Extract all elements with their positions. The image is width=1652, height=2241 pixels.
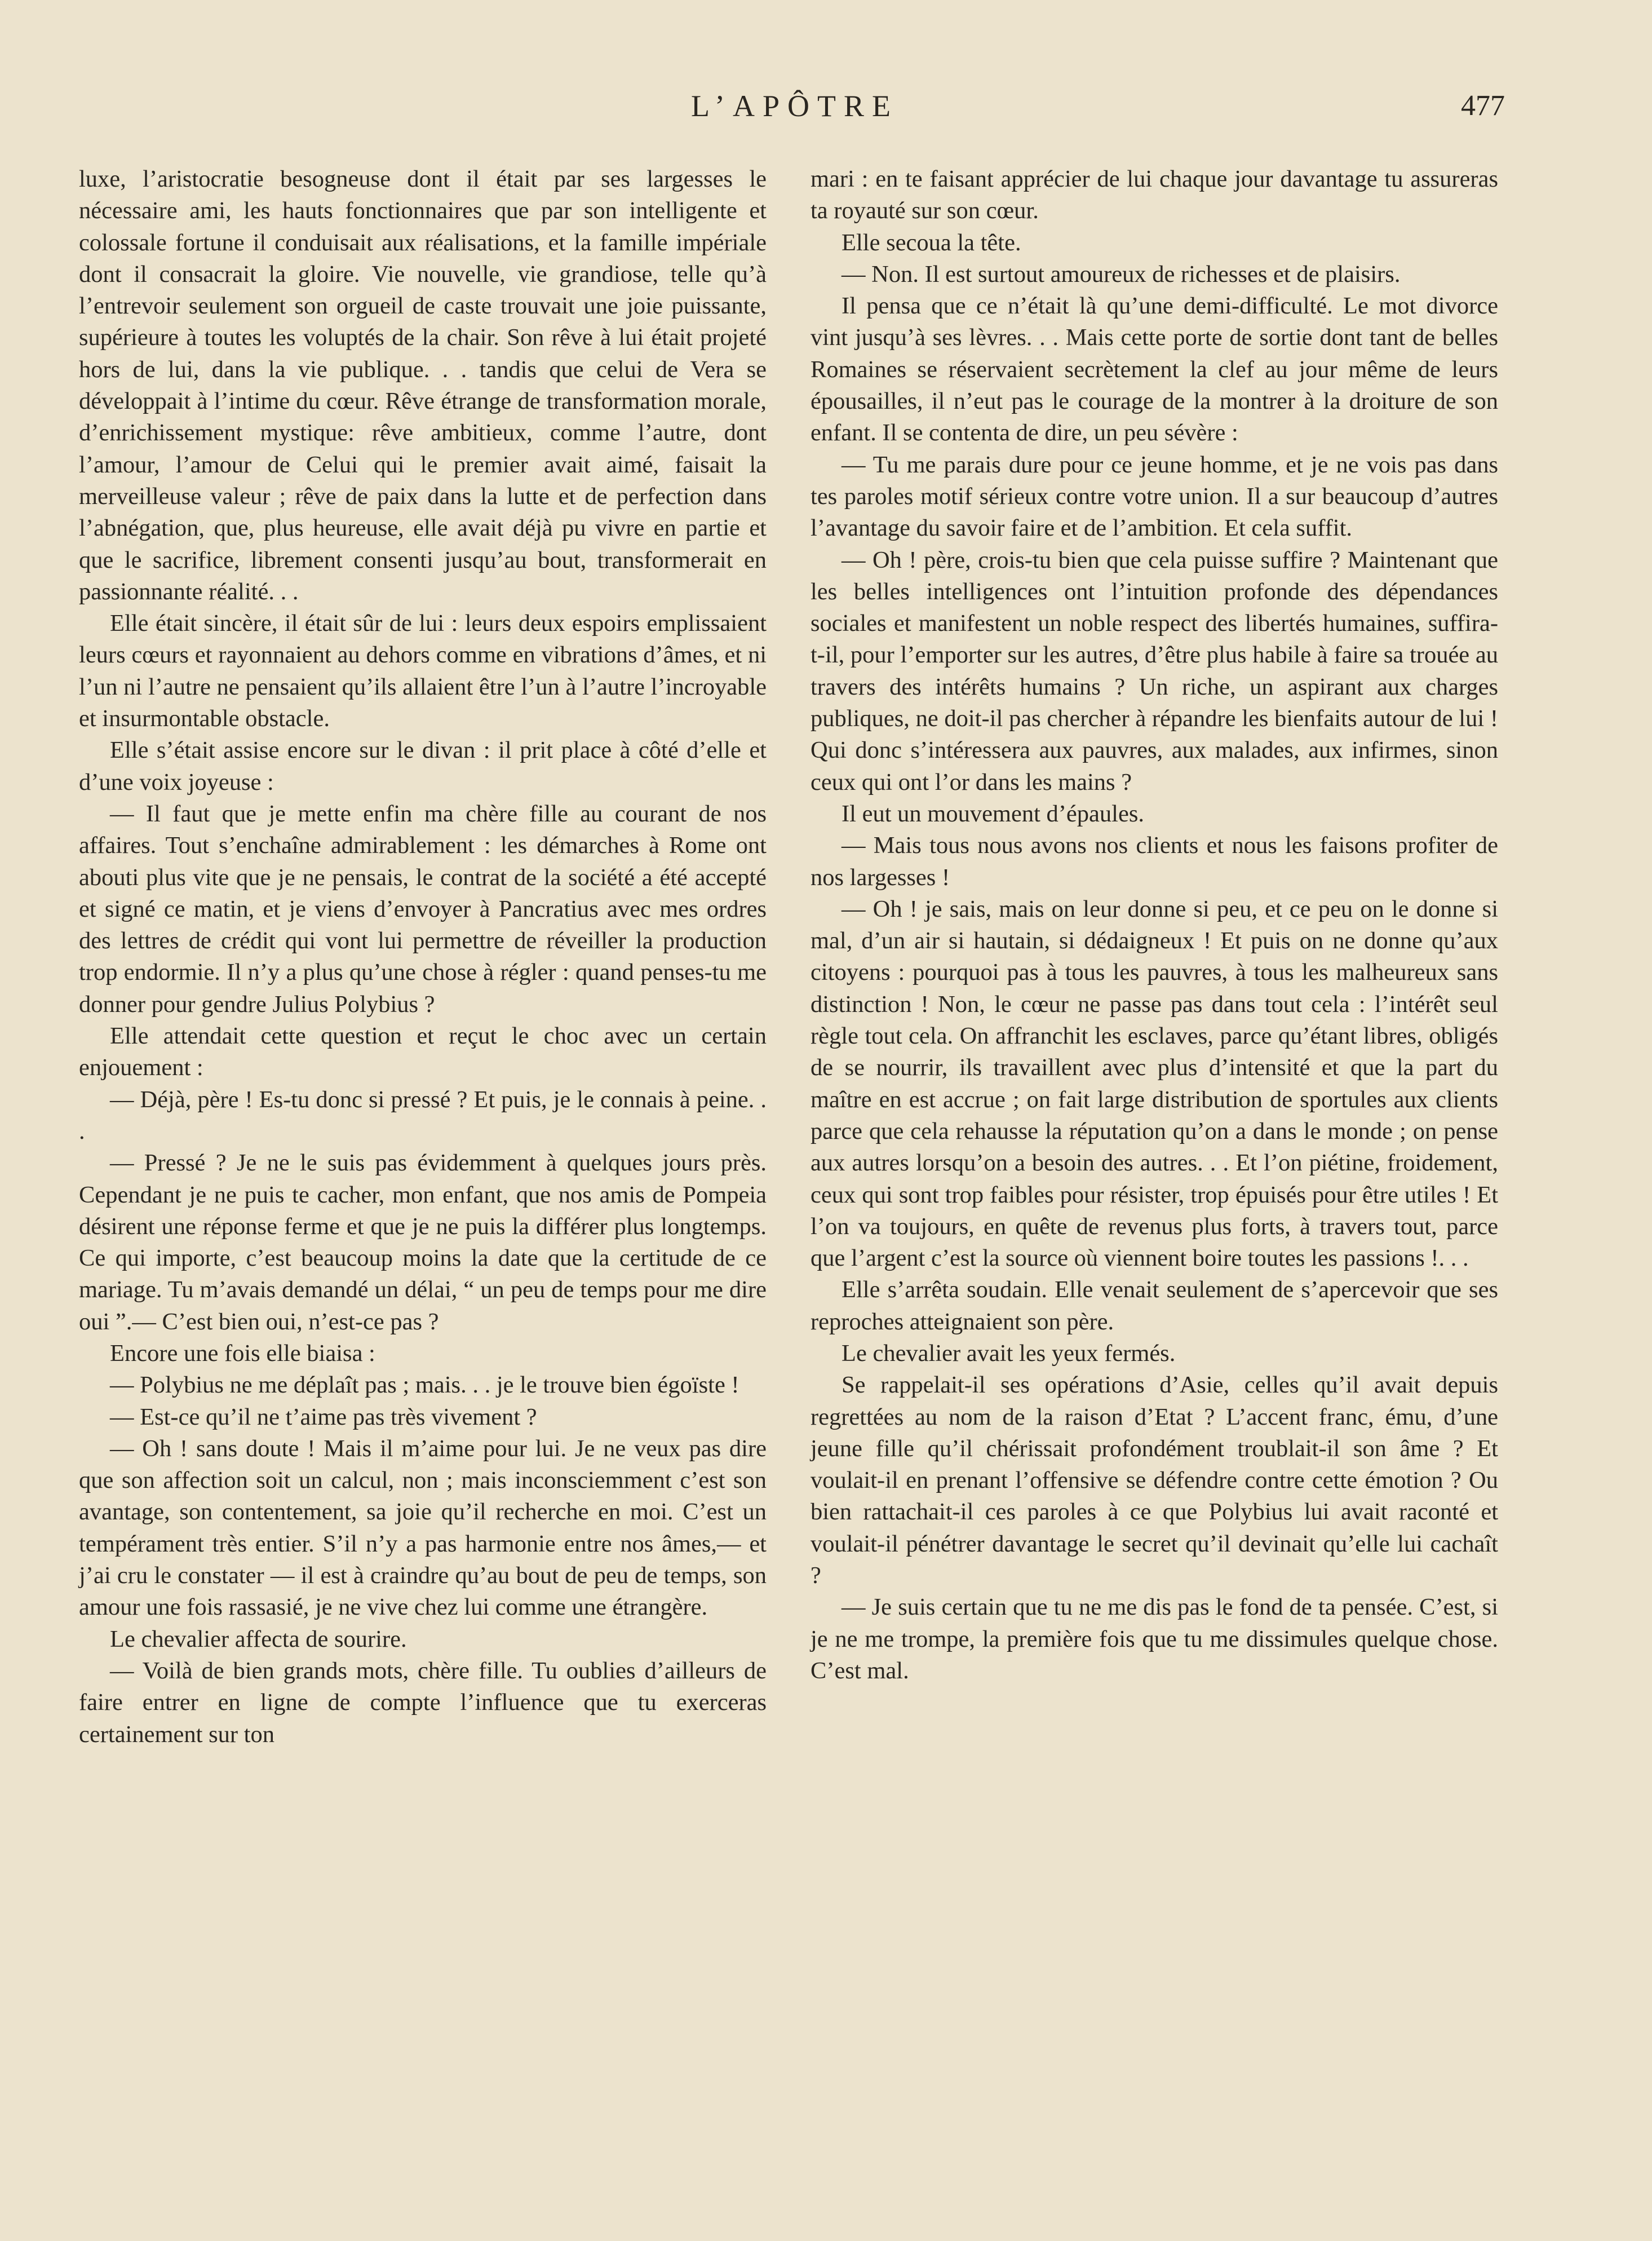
- paragraph: — Voilà de bien grands mots, chère fille. Tu oublies d’ailleurs de faire entrer en ligne de compte l’influence que tu exerceras certainement sur ton: [79, 1657, 767, 1748]
- paragraph: — Je suis certain que tu ne me dis pas le fond de ta pensée. C’est, si je ne me trompe, la première fois que tu me dissimules quelque chose. C’est mal.: [811, 1594, 1498, 1684]
- paragraph: Il pensa que ce n’était là qu’une demi-difficulté. Le mot divorce vint jusqu’à ses lèvres. . . Mais cette porte de sortie dont tant de belles Romaines se réservaient secrètement la clef au jour même de leurs épousailles, il n’eut pas le courage de la montrer à la droiture de son enfant. Il se contenta de dire, un peu sévère :: [811, 293, 1498, 447]
- paragraph: Le chevalier affecta de sourire.: [110, 1625, 407, 1652]
- paragraph: mari : en te faisant apprécier de lui chaque jour davantage tu assureras ta royauté sur son cœur.: [811, 166, 1498, 224]
- paragraph: — Mais tous nous avons nos clients et nous les faisons profiter de nos largesses !: [811, 832, 1498, 891]
- paragraph: Elle attendait cette question et reçut le choc avec un certain enjouement :: [79, 1023, 767, 1081]
- paragraph: Elle s’arrêta soudain. Elle venait seulement de s’apercevoir que ses reproches atteignaient son père.: [811, 1276, 1498, 1335]
- paragraph: Elle était sincère, il était sûr de lui : leurs deux espoirs emplissaient leurs cœurs et rayonnaient au dehors comme en vibrations d’âmes, et ni l’un ni l’autre ne pensaient qu’ils allaient être l’un à l’autre l’incroyable et insurmontable obstacle.: [79, 610, 767, 732]
- paragraph: Il eut un mouvement d’épaules.: [841, 800, 1144, 827]
- paragraph: Elle s’était assise encore sur le divan : il prit place à côté d’elle et d’une voix joyeuse :: [79, 737, 767, 795]
- paragraph: — Oh ! père, crois-tu bien que cela puisse suffire ? Maintenant que les belles intelligences ont l’intuition profonde des dépendances sociales et manifestent un noble respect des libertés humaines, suffira-t-il, pour l’emporter sur les autres, d’être plus habile à faire sa trouée au travers des intérêts humains ? Un riche, un aspirant aux charges publiques, ne doit-il pas chercher à répandre les bienfaits autour de lui ! Qui donc s’intéressera aux pauvres, aux malades, aux infirmes, sinon ceux qui ont l’or dans les mains ?: [811, 546, 1498, 795]
- paragraph: luxe, l’aristocratie besogneuse dont il était par ses largesses le nécessaire ami, les hauts fonctionnaires que par son intelligente et colossale fortune il conduisait aux réalisations, et la famille impériale dont il consacrait la gloire. Vie nouvelle, vie grandiose, telle qu’à l’entrevoir seulement son orgueil de caste trouvait une joie puissante, supérieure à toutes les voluptés de la chair. Son rêve à lui était projeté hors de lui, dans la vie publique. . . tandis que celui de Vera se développait à l’intime du cœur. Rêve étrange de transformation morale, d’enrichissement mystique: rêve ambitieux, comme l’autre, dont l’amour, l’amour de Celui qui le premier avait aimé, faisait la merveilleuse valeur ; rêve de paix dans la lutte et de perfection dans l’abnégation, que, plus heureuse, elle avait déjà pu vivre en partie et que le sacrifice, librement consenti jusqu’au bout, transformerait en passionnante réalité. . .: [79, 166, 767, 605]
- paragraph: — Non. Il est surtout amoureux de richesses et de plaisirs.: [841, 260, 1401, 288]
- paragraph: — Tu me parais dure pour ce jeune homme, et je ne vois pas dans tes paroles motif sérieux contre votre union. Il a sur beaucoup d’autres l’avantage du savoir faire et de l’ambition. Et cela suffit.: [811, 451, 1498, 542]
- paragraph: Le chevalier avait les yeux fermés.: [841, 1340, 1176, 1367]
- paragraph: — Déjà, père ! Es-tu donc si pressé ? Et puis, je le connais à peine. . .: [79, 1086, 767, 1144]
- paragraph: — Est-ce qu’il ne t’aime pas très vivement ?: [110, 1403, 537, 1430]
- running-head: [85, 83, 1505, 129]
- paragraph: — Il faut que je mette enfin ma chère fille au courant de nos affaires. Tout s’enchaîne admirablement : les démarches à Rome ont abouti plus vite que je ne pensais, le contrat de la société a été accepté et signé ce matin, et je viens d’envoyer à Pancratius avec mes ordres des lettres de crédit qui vont lui permettre de réveiller la production trop endormie. Il n’y a plus qu’une chose à régler : quand penses-tu me donner pour gendre Julius Polybius ?: [79, 800, 767, 1018]
- page-number: 477: [1461, 90, 1505, 122]
- paragraph: Encore une fois elle biaisa :: [110, 1340, 375, 1367]
- paragraph: — Polybius ne me déplaît pas ; mais. . . je le trouve bien égoïste !: [110, 1372, 739, 1399]
- paragraph: Se rappelait-il ses opérations d’Asie, celles qu’il avait depuis regrettées au nom de la raison d’Etat ? L’accent franc, ému, d’une jeune fille qu’il chérissait profondément troublait-il son âme ? Et voulait-il en prenant l’offensive se défendre contre cette émotion ? Ou bien rattachait-il ces paroles à ce que Polybius lui avait raconté et voulait-il pénétrer davantage le secret qu’il devinait qu’elle lui cachaît ?: [811, 1372, 1498, 1589]
- paragraph: Elle secoua la tête.: [841, 229, 1021, 256]
- paragraph: — Oh ! sans doute ! Mais il m’aime pour lui. Je ne veux pas dire que son affection soit un calcul, non ; mais inconsciemment c’est son avantage, son contentement, sa joie qu’il recherche en moi. C’est un tempérament très entier. S’il n’y a pas harmonie entre nos âmes,— et j’ai cru le constater — il est à craindre qu’au bout de peu de temps, son amour une fois rassasié, je ne vive chez lui comme une étrangère.: [79, 1435, 767, 1621]
- paragraph: — Pressé ? Je ne le suis pas évidemment à quelques jours près. Cependant je ne puis te cacher, mon enfant, que nos amis de Pompeia désirent une réponse ferme et que je ne puis la différer plus longtemps. Ce qui importe, c’est beaucoup moins la date que la certitude de ce mariage. Tu m’avais demandé un délai, “ un peu de temps pour me dire oui ”.— C’est bien oui, n’est-ce pas ?: [79, 1150, 767, 1335]
- left-column: [79, 163, 767, 1751]
- running-title: L’APÔTRE: [690, 89, 899, 123]
- right-column: [811, 163, 1498, 1687]
- paragraph: — Oh ! je sais, mais on leur donne si peu, et ce peu on le donne si mal, d’un air si hautain, si dédaigneux ! Et puis on ne donne qu’aux citoyens : pourquoi pas à tous les pauvres, à tous les malheureux sans distinction ! Non, le cœur ne passe pas dans tout cela : l’intérêt seul règle tout cela. On affranchit les esclaves, parce qu’étant libres, obligés de se nourrir, ils travaillent avec plus d’intensité et que la part du maître en est accrue ; on fait large distribution de sportules aux clients parce que cela rehausse la réputation qu’on a dans le monde ; on pense aux autres lorsqu’on a besoin des autres. . . Et l’on piétine, froidement, ceux qui sont trop faibles pour résister, trop épuisés pour être utiles ! Et l’on va toujours, en quête de revenus plus forts, à travers tout, parce que l’argent c’est la source où viennent boire toutes les passions !. . .: [811, 895, 1498, 1272]
